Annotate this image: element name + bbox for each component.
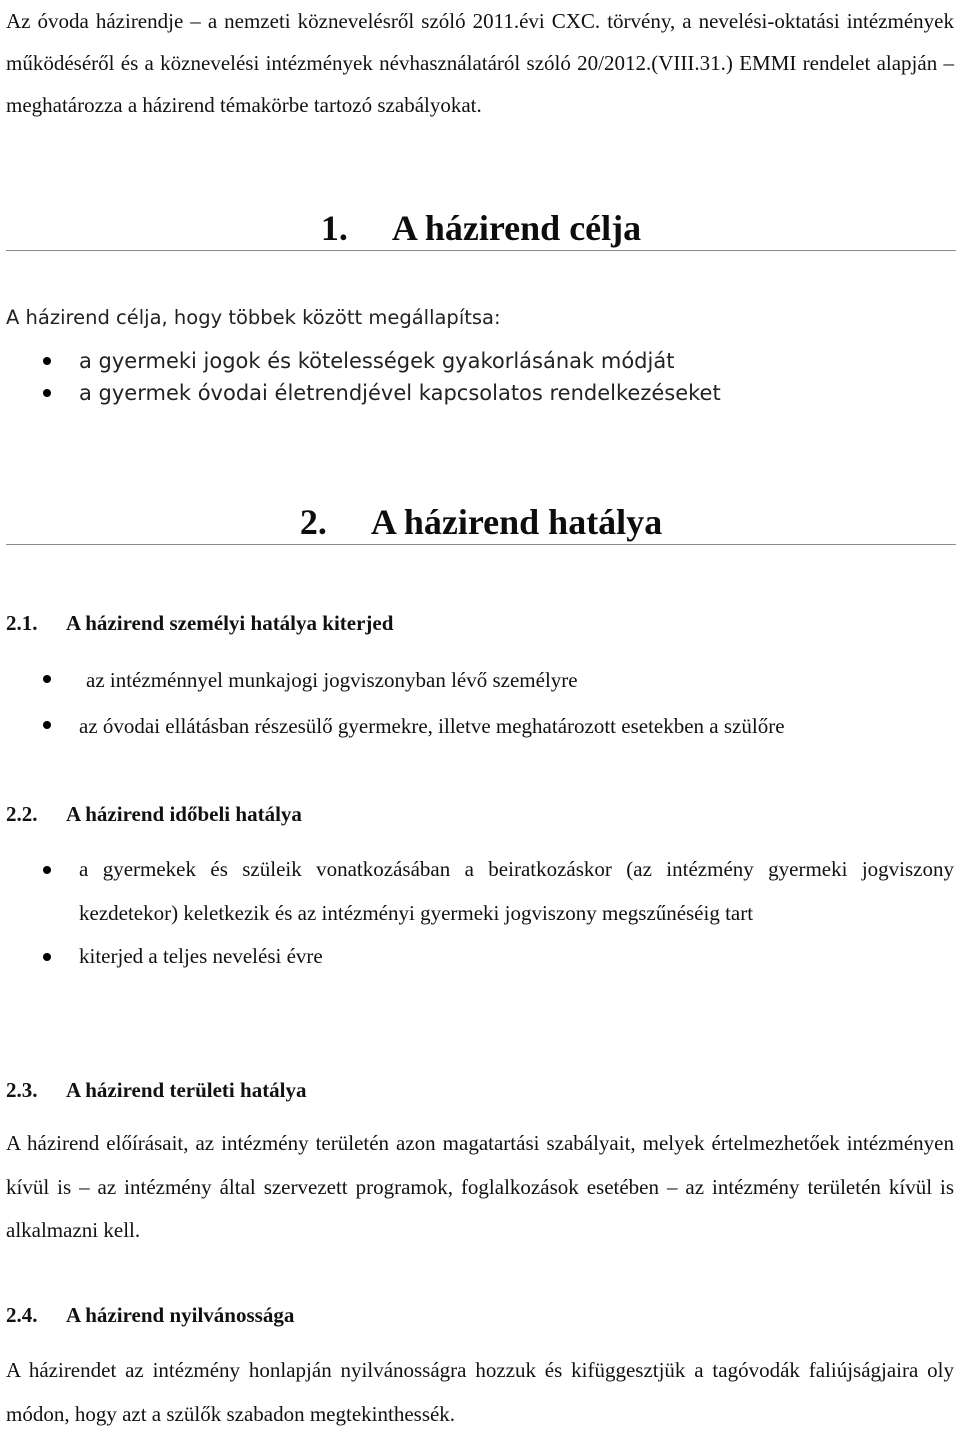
subsection-2-2-list	[0, 848, 956, 979]
subsection-2-4-text: A házirendet az intézmény honlapján nyilvánosságra hozzuk és kifüggesztjük a tagóvodák faliújságjaira oly módon, hogy azt a szülők szabadon megtekinthessék.	[6, 1358, 954, 1426]
subsection-2-1-title: A házirend személyi hatálya kiterjed	[66, 611, 394, 635]
bullet-icon	[43, 675, 51, 683]
subsection-2-3-text: A házirend előírásait, az intézmény területén azon magatartási szabályait, melyek értelmezhetőek intézményen kívül is – az intézmény által szervezett programok, foglalkozások esetében – az intézmény területén kívül is alkalmazni kell.	[6, 1131, 954, 1242]
section-1-heading	[6, 206, 956, 251]
list-item	[0, 706, 956, 746]
bullet-icon	[43, 866, 51, 874]
list-item-text: az intézménnyel munkajogi jogviszonyban lévő személyre	[86, 668, 578, 692]
section-1-number: 1.	[320, 208, 348, 248]
subsection-2-1-heading	[6, 608, 393, 638]
section-1-title-text: A házirend célja	[391, 208, 642, 248]
bullet-icon	[43, 953, 51, 961]
list-item	[0, 935, 956, 979]
subsection-2-1-number: 2.1.	[6, 611, 38, 635]
section-2-title-text: A házirend hatálya	[370, 502, 663, 542]
section-2-title	[6, 500, 956, 544]
subsection-2-4-title: A házirend nyilvánossága	[66, 1303, 295, 1327]
bullet-icon	[43, 357, 51, 365]
list-item-text: kiterjed a teljes nevelési évre	[79, 944, 323, 968]
subsection-2-4-heading	[6, 1300, 294, 1330]
list-item-text: a gyermek óvodai életrendjével kapcsolatos rendelkezéseket	[79, 381, 721, 405]
section-1-title	[6, 206, 956, 250]
list-item	[0, 848, 956, 935]
section-2-heading	[6, 500, 956, 545]
list-item	[0, 377, 956, 409]
subsection-2-2-heading	[6, 799, 302, 829]
intro-paragraph: Az óvoda házirendje – a nemzeti köznevelésről szóló 2011.évi CXC. törvény, a nevelési-oktatási intézmények működéséről és a köznevelési intézmények névhasználatáról szóló 20/2012.(VIII.31.) EMMI rendelet alapján – meghatározza a házirend témakörbe tartozó szabályokat.	[6, 9, 954, 117]
section-1-list	[0, 345, 956, 409]
list-item	[0, 660, 956, 700]
subsection-2-4-number: 2.4.	[6, 1303, 38, 1327]
list-item	[0, 345, 956, 377]
list-item-text: a gyermeki jogok és kötelességek gyakorlásának módját	[79, 349, 675, 373]
bullet-icon	[43, 389, 51, 397]
subsection-2-1-list	[0, 660, 956, 746]
list-item-text: az óvodai ellátásban részesülő gyermekre, illetve meghatározott esetekben a szülőre	[79, 714, 785, 738]
subsection-2-2-title: A házirend időbeli hatálya	[66, 802, 302, 826]
subsection-2-3-number: 2.3.	[6, 1078, 38, 1102]
list-item-text: a gyermekek és szüleik vonatkozásában a beiratkozáskor (az intézmény gyermeki jogviszony kezdetekor) keletkezik és az intézményi gyermeki jogviszony megszűnéséig tart	[79, 857, 954, 925]
bullet-icon	[43, 721, 51, 729]
subsection-2-3-heading	[6, 1075, 307, 1105]
section-2-number: 2.	[299, 502, 327, 542]
subsection-2-2-number: 2.2.	[6, 802, 38, 826]
section-1-lead: A házirend célja, hogy többek között megállapítsa:	[6, 306, 501, 329]
subsection-2-3-title: A házirend területi hatálya	[66, 1078, 307, 1102]
